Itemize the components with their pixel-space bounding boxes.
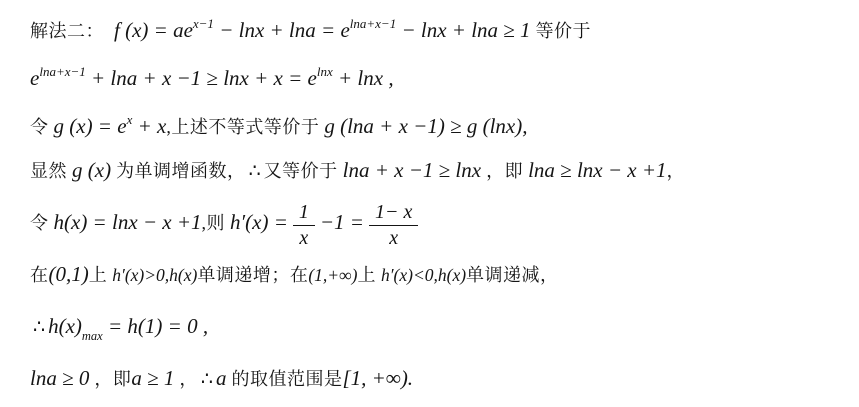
punctuation: ， [179,369,198,389]
text-fragment: 上 [88,265,108,285]
solution-line-7 [30,300,859,352]
fraction [369,201,418,250]
solution-line-1 [30,0,859,48]
therefore-symbol: ∴ [33,317,46,338]
text-fragment: 为单调增函数， [116,161,246,181]
solution-method-label: 解法二： [30,21,104,41]
formula-fragment: f (x) = ae [114,18,193,42]
formula-fragment: − lnx + lna = e [213,18,350,42]
punctuation: ， [666,161,686,181]
exponent: lna+x−1 [349,16,397,31]
formula-fragment: (0,1) [48,262,89,286]
text-fragment: ，即 [94,369,132,389]
fraction-numerator: 1 [293,201,315,226]
exponent: lna+x−1 [39,64,86,79]
solution-line-2 [30,48,859,96]
text-fragment: ，即 [486,161,524,181]
exponent: x [126,112,133,127]
text-fragment: 等价于 [535,21,592,41]
text-fragment: 令 [30,213,49,233]
fraction-numerator: 1− x [369,201,418,226]
solution-line-4 [30,144,859,196]
solution-line-8 [30,352,859,404]
text-fragment: 令 [30,117,49,137]
fraction [293,201,315,250]
formula-fragment: a [216,366,227,390]
text-fragment: 又等价于 [263,161,338,181]
formula-fragment: h′(x)>0,h(x) [112,265,198,285]
fraction-denominator: x [389,226,399,249]
exponent: x−1 [192,16,214,31]
therefore-symbol: ∴ [200,369,213,390]
formula-fragment: h′(x) = [230,210,288,234]
formula-fragment: lna ≥ lnx − x +1 [528,158,667,182]
formula-fragment: g (x) [72,158,112,182]
formula-fragment: = h(1) = 0 , [102,314,209,338]
therefore-symbol: ∴ [248,161,261,182]
formula-fragment: g (lna + x −1) ≥ g (lnx) [324,114,523,138]
formula-fragment: lna ≥ 0 [30,366,90,390]
solution-line-6 [30,248,859,300]
formula-fragment: −1 = [319,210,364,234]
text-fragment: 在 [30,265,49,285]
text-fragment: ,上述不等式等价于 [166,117,320,137]
punctuation: , [522,114,528,138]
formula-fragment: [1, +∞). [342,366,414,390]
formula-fragment: e [30,66,40,90]
formula-fragment: a ≥ 1 [131,366,175,390]
formula-fragment: lna + x −1 ≥ lnx [342,158,482,182]
formula-fragment: − lnx + lna ≥ 1 [396,18,531,42]
formula-fragment: + x [132,114,167,138]
formula-fragment: + lna + x −1 ≥ lnx + x = e [85,66,317,90]
punctuation: 单调递减， [466,265,559,285]
formula-fragment: (1,+∞) [308,265,358,285]
exponent: lnx [316,64,333,79]
text-fragment: 显然 [30,161,67,181]
text-fragment: 的取值范围是 [231,369,343,389]
text-fragment: ,则 [201,213,226,233]
text-fragment: 单调递增；在 [197,265,309,285]
formula-fragment: + lnx , [332,66,394,90]
formula-fragment: h(x) [48,314,82,338]
fraction-denominator: x [299,226,309,249]
solution-line-3 [30,96,859,144]
formula-fragment: g (x) = e [53,114,127,138]
text-fragment: 上 [357,265,376,285]
solution-line-5 [30,196,859,248]
subscript-max: max [81,329,103,343]
formula-fragment: h′(x)<0,h(x) [380,265,467,285]
formula-fragment: h(x) = lnx − x +1 [53,210,202,234]
